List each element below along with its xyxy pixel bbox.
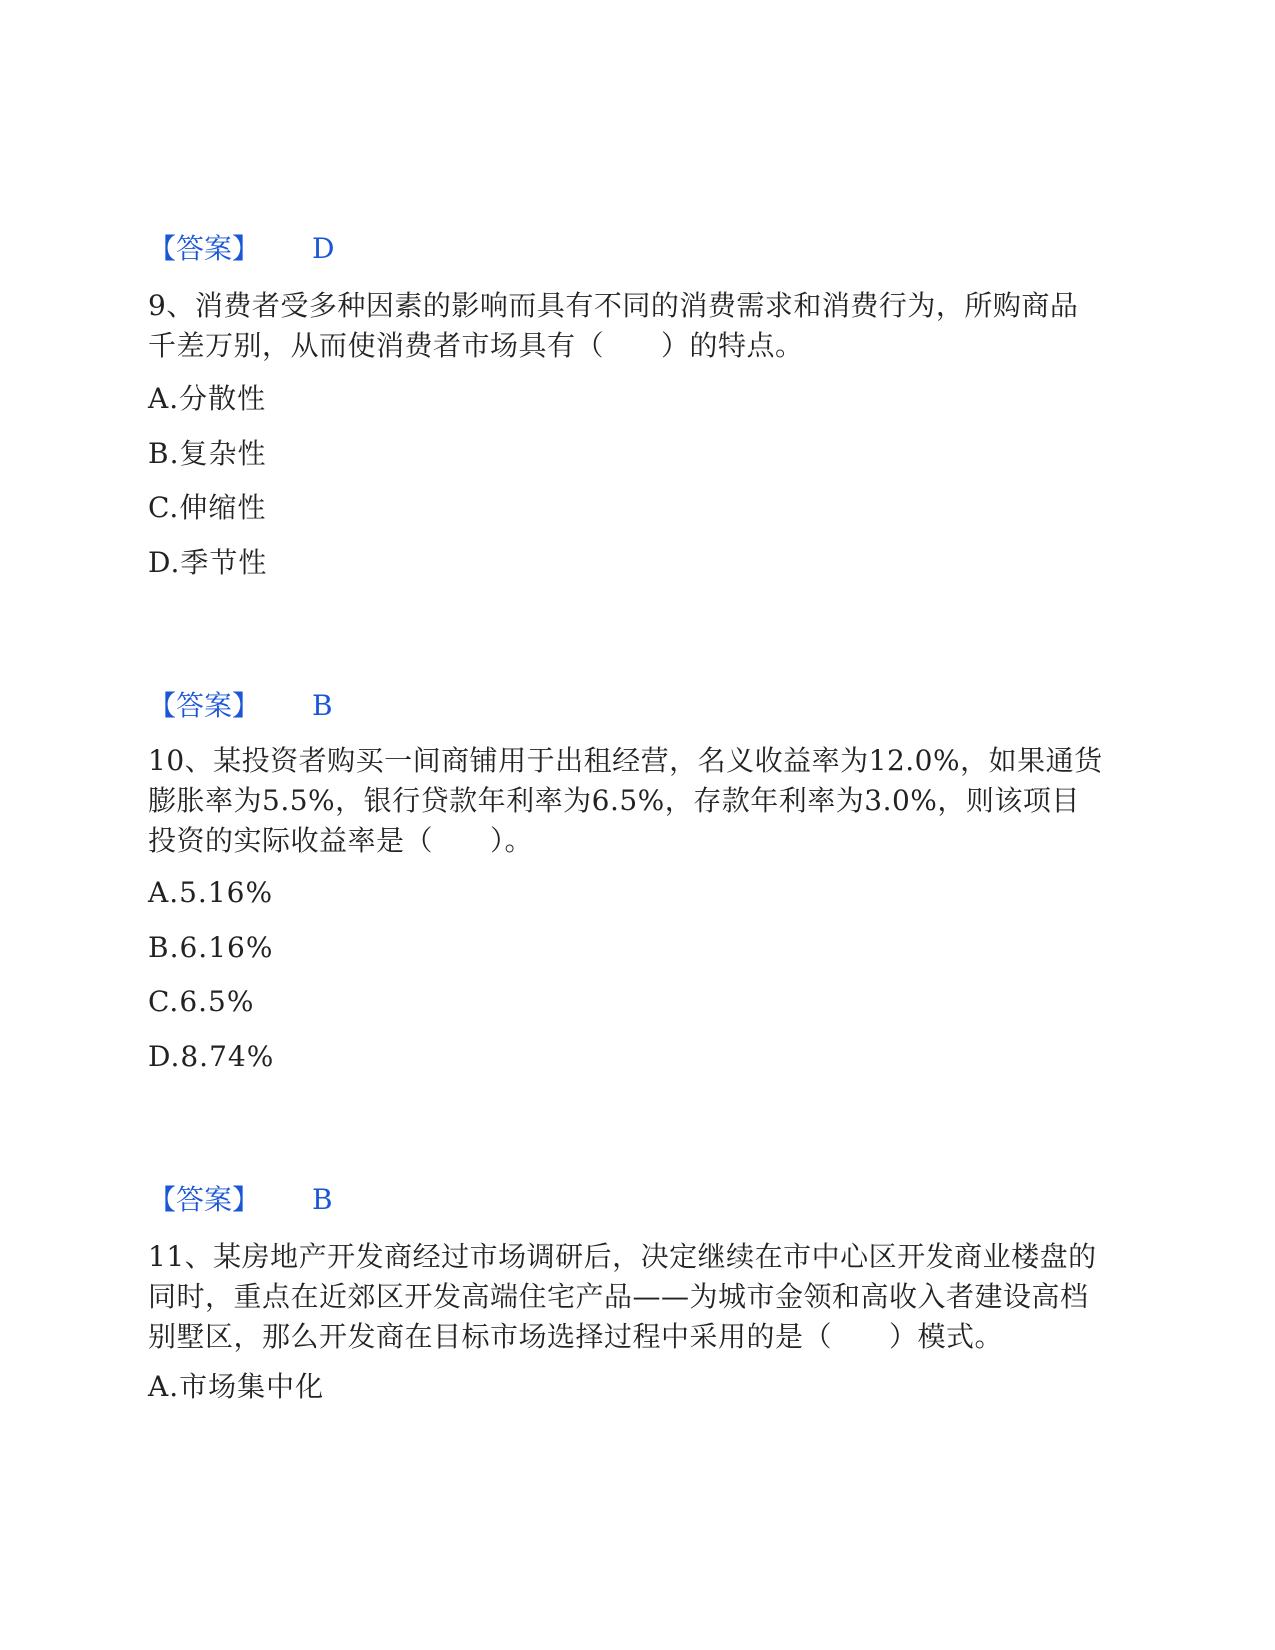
question-line: 10、某投资者购买一间商铺用于出租经营，名义收益率为12.0%，如果通货 bbox=[148, 744, 1103, 777]
question-line: 9、消费者受多种因素的影响而具有不同的消费需求和消费行为，所购商品 bbox=[148, 289, 1079, 322]
question-10-text bbox=[148, 741, 1128, 861]
question-11-text bbox=[148, 1237, 1128, 1357]
answer-row bbox=[148, 689, 1128, 723]
answer-label: 【答案】 bbox=[148, 232, 261, 265]
question-10-option-b: B.6.16% bbox=[148, 931, 274, 964]
question-line: 投资的实际收益率是（ ）。 bbox=[148, 824, 534, 857]
question-11-option-a: A.市场集中化 bbox=[148, 1370, 325, 1403]
question-9-text bbox=[148, 286, 1128, 366]
answer-value: D bbox=[312, 232, 335, 265]
question-line: 11、某房地产开发商经过市场调研后，决定继续在市中心区开发商业楼盘的 bbox=[148, 1240, 1097, 1273]
question-9-option-c: C.伸缩性 bbox=[148, 491, 267, 524]
answer-value: B bbox=[312, 1183, 333, 1216]
question-line: 膨胀率为5.5%，银行贷款年利率为6.5%，存款年利率为3.0%，则该项目 bbox=[148, 784, 1080, 817]
question-10-option-d: D.8.74% bbox=[148, 1040, 275, 1073]
question-line: 别墅区，那么开发商在目标市场选择过程中采用的是（ ）模式。 bbox=[148, 1320, 1004, 1353]
question-9-option-d: D.季节性 bbox=[148, 546, 268, 579]
answer-label: 【答案】 bbox=[148, 689, 261, 722]
question-9-option-a: A.分散性 bbox=[148, 382, 267, 415]
answer-value: B bbox=[312, 689, 333, 722]
answer-row bbox=[148, 232, 1128, 266]
answer-label: 【答案】 bbox=[148, 1183, 261, 1216]
answer-row bbox=[148, 1183, 1128, 1217]
question-line: 千差万别，从而使消费者市场具有（ ）的特点。 bbox=[148, 329, 804, 362]
question-9-option-b: B.复杂性 bbox=[148, 437, 267, 470]
question-10-option-a: A.5.16% bbox=[148, 876, 274, 909]
question-line: 同时，重点在近郊区开发高端住宅产品——为城市金领和高收入者建设高档 bbox=[148, 1280, 1089, 1313]
question-10-option-c: C.6.5% bbox=[148, 985, 255, 1018]
